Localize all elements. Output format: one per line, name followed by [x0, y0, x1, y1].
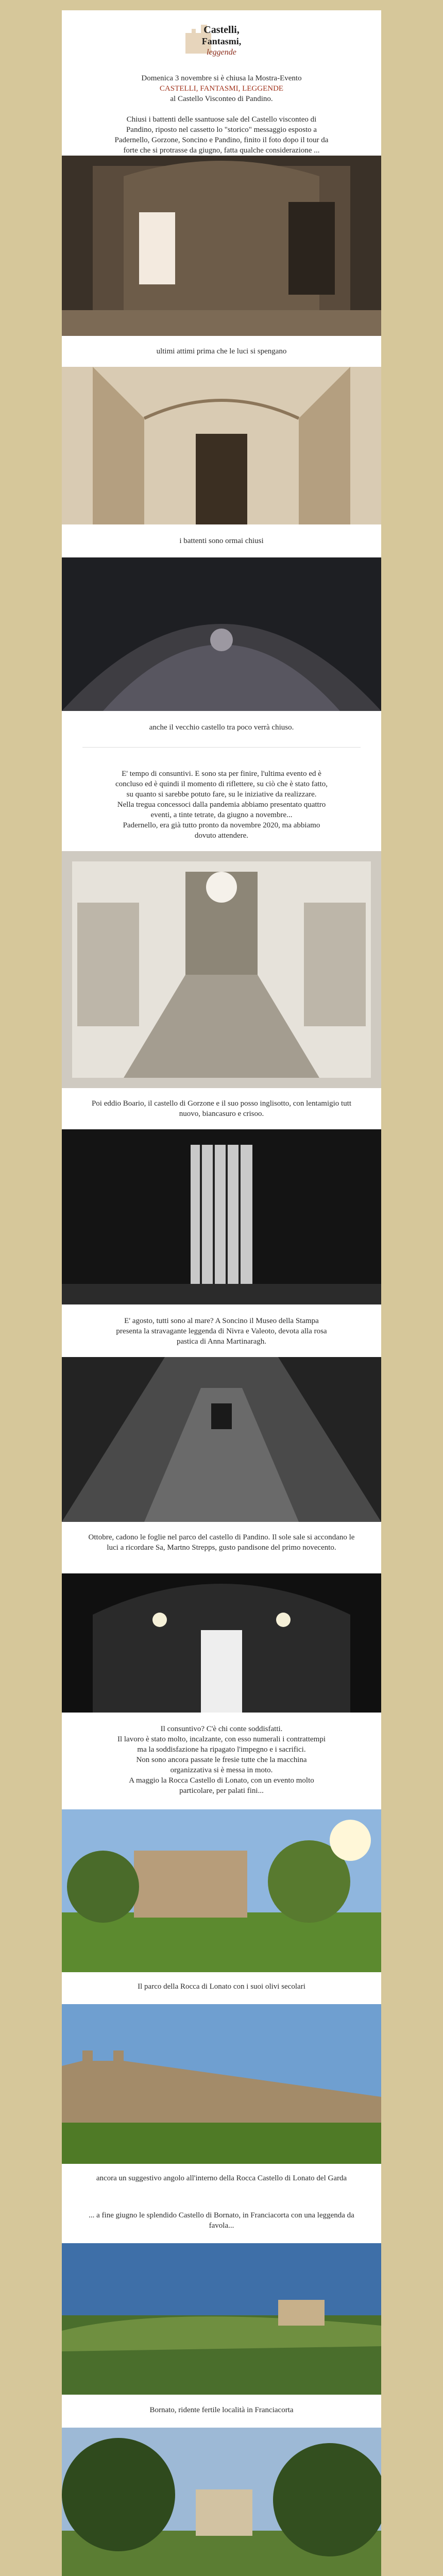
svg-text:Fantasmi,: Fantasmi,	[201, 36, 242, 46]
caption-3: anche il vecchio castello tra poco verrà chiuso.	[149, 723, 294, 732]
caption-7: ancora un suggestivo angolo all'interno della Rocca Castello di Lonato del Garda	[96, 2174, 347, 2182]
section-4-text	[82, 1724, 361, 1796]
newsletter-card	[62, 10, 381, 2576]
section-2-line: Nella tregua concessoci dalla pandemia abbiamo presentato quattro	[117, 801, 326, 809]
svg-text:Castelli,: Castelli,	[203, 24, 240, 36]
intro-line: forte che si protrasse da giugno, fatta qualche considerazione ...	[123, 146, 320, 155]
photo-lonato-park	[62, 1809, 381, 1972]
section-4-line: ma la soddisfazione ha ripagato l'impegno e i sacrifici.	[137, 1745, 306, 1754]
section-2-line: E' tempo di consuntivi. E sono sta per finire, l'ultima evento ed è	[122, 770, 321, 778]
section-3-line: E' agosto, tutti sono al mare? A Soncino il Museo della Stampa	[124, 1317, 319, 1325]
intro-line: al Castello Visconteo di Pandino.	[170, 95, 273, 103]
section-2-line: su quanto si sarebbe potuto fare, su le iniziative da realizzare.	[126, 790, 317, 799]
photo-bornato-castle	[62, 2428, 381, 2576]
intro-text	[82, 73, 361, 166]
photo-cellar-lanterns	[62, 1573, 381, 1713]
section-2-line: concluso ed è quindi il momento di riflettere, su ciò che è stato fatto,	[115, 780, 328, 788]
intro-line: Pandino, riposto nel cassetto lo "storico" messaggio esposto a	[126, 126, 317, 134]
photo-castle-room	[62, 156, 381, 336]
section-2-line: Padernello, era già tutto pronto da novembre 2020, ma abbiamo	[123, 821, 320, 829]
intro-line: Padernello, Gorzone, Soncino e Pandino, finito il foto dopo il tour da	[114, 136, 329, 144]
caption-6: Il parco della Rocca di Lonato con i suoi olivi secolari	[138, 1982, 305, 1991]
section-4-line: A maggio la Rocca Castello di Lonato, con un evento molto	[129, 1776, 314, 1785]
section-2-text	[82, 769, 361, 841]
intro-line: Chiusi i battenti delle ssantuose sale del Castello visconteo di	[126, 115, 317, 124]
intro-line: Domenica 3 novembre si è chiusa la Mostra-Evento	[141, 74, 302, 82]
caption-4: Poi eddio Boario, il castello di Gorzone e il suo posso inglisotto, con lentamigio tutt nuovo, biancasuro e crisoo.	[91, 1099, 352, 1118]
intro-event-title: CASTELLI, FANTASMI, LEGGENDE	[159, 84, 284, 93]
section-3-text	[82, 1316, 361, 1347]
section-3-line: pastica di Anna Martinaragh.	[176, 1337, 267, 1346]
caption-8: ... a fine giugno le splendido Castello di Bornato, in Franciacorta con una leggenda da favola...	[89, 2211, 354, 2230]
caption-2: i battenti sono ormai chiusi	[179, 537, 264, 545]
divider	[82, 747, 361, 748]
section-3-line: presenta la stravagante leggenda di Nivra e Valeoto, devota alla rosa	[116, 1327, 327, 1335]
photo-dark-doorway	[62, 1129, 381, 1304]
photo-staircase-hall	[62, 851, 381, 1088]
caption-1: ultimi attimi prima che le luci si spengano	[156, 347, 287, 355]
section-2-line: eventi, a tinte tetrate, da giugno a novembre...	[150, 811, 293, 819]
photo-corridor	[62, 367, 381, 524]
section-2-line: dovuto attendere.	[194, 832, 249, 840]
caption-9: Bornato, ridente fertile località in Franciacorta	[149, 2406, 294, 2414]
section-4-line: Il consuntivo? C'è chi conte soddisfatti.	[160, 1725, 283, 1733]
section-4-line: Non sono ancora passate le fresie tutte che la macchina	[136, 1756, 307, 1764]
castelli-fantasmi-leggende-logo	[180, 18, 263, 61]
photo-tower-below	[62, 1357, 381, 1522]
section-4-line: Il lavoro è stato molto, incalzante, con esso numerali i contrattempi	[117, 1735, 326, 1743]
section-4-line: organizzativa si è messa in moto.	[170, 1766, 273, 1774]
caption-5: Ottobre, cadono le foglie nel parco del castello di Pandino. Il sole sale si accondano le luci a ricordare Sa, Martno Strepps, gusto pandisone del primo novecento.	[88, 1533, 355, 1552]
photo-lonato-walls	[62, 2004, 381, 2164]
svg-text:leggende: leggende	[207, 48, 236, 57]
photo-bornato-landscape	[62, 2243, 381, 2395]
photo-vaulted-ceiling	[62, 557, 381, 711]
section-4-line: particolare, per palati fini...	[179, 1787, 264, 1795]
